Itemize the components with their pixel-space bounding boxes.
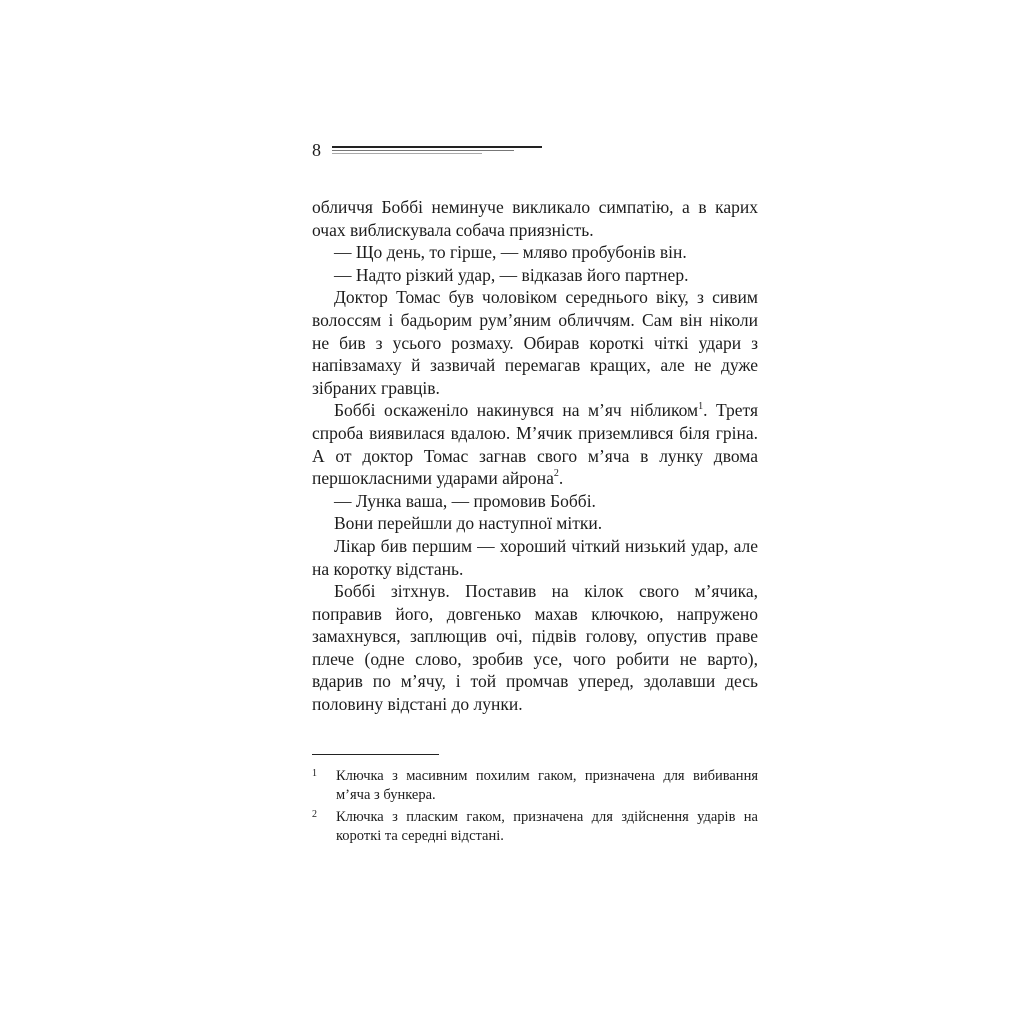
dialogue-line: — Надто різкий удар, — відказав його партнер.: [334, 264, 689, 285]
footnote: [312, 767, 758, 806]
footnote-separator: [312, 754, 439, 755]
paragraph: [312, 399, 758, 489]
dialogue-line: — Лунка ваша, — промовив Боббі.: [334, 490, 596, 511]
header-rule-line: [332, 153, 482, 154]
footnote-text: Ключка з пласким гаком, призначена для здійснення ударів на короткі та середні відстані.: [336, 808, 758, 845]
paragraph: обличчя Боббі неминуче викликало симпатію, а в карих очах виблискувала собача приязність.: [312, 197, 758, 240]
footnote-number: 1: [312, 767, 317, 779]
footnote-reference[interactable]: 2: [553, 468, 559, 480]
footnote-text: Ключка з масивним похилим гаком, призначена для вибивання м’яча з бункера.: [336, 767, 758, 804]
paragraph: Лікар бив першим — хороший чіткий низький удар, але на коротку відстань.: [312, 535, 758, 579]
paragraph: Вони перейшли до наступної мітки.: [334, 513, 603, 534]
footnote: [312, 808, 758, 847]
body-text: [312, 196, 758, 716]
paragraph: Боббі зітхнув. Поставив на кілок свого м’ячика, поправив його, довгенько махав ключкою, напружено замахнувся, заплющив очі, підвів голову, опустив праве плече (одне слово, зробив усе, чого робити не варто), вдарив по м’ячу, і той промчав уперед, здолавши десь половину відстані до лунки.: [312, 581, 758, 715]
paragraph: Доктор Томас був чоловіком середнього віку, з сивим волоссям і бадьорим рум’яним обличчям. Сам він ніколи не бив з усього розмаху. Обирав короткі чіткі удари з напівзамаху й зазвичай перемагав кращих, але не дуже зібраних гравців.: [312, 287, 758, 398]
header-rule-line: [332, 146, 542, 148]
header-rule: [332, 146, 542, 158]
header-rule-line: [332, 150, 514, 151]
paragraph-text: Боббі оскаженіло накинувся на м’яч нібликом: [334, 400, 699, 421]
footnote-reference[interactable]: 1: [698, 400, 704, 412]
page-number: 8: [312, 140, 321, 160]
paragraph-text: .: [558, 468, 564, 489]
footnotes: [312, 767, 758, 847]
book-page: [312, 138, 758, 849]
footnote-number: 2: [312, 808, 317, 820]
dialogue-line: — Що день, то гірше, — мляво пробубонів він.: [334, 242, 687, 263]
running-header: [312, 138, 758, 164]
paragraph-text: . Третя спроба виявилася вдалою. М’ячик приземлився біля гріна. А от доктор Томас загнав свого м’яча в лунку двома першокласними ударами айрона: [312, 400, 759, 489]
